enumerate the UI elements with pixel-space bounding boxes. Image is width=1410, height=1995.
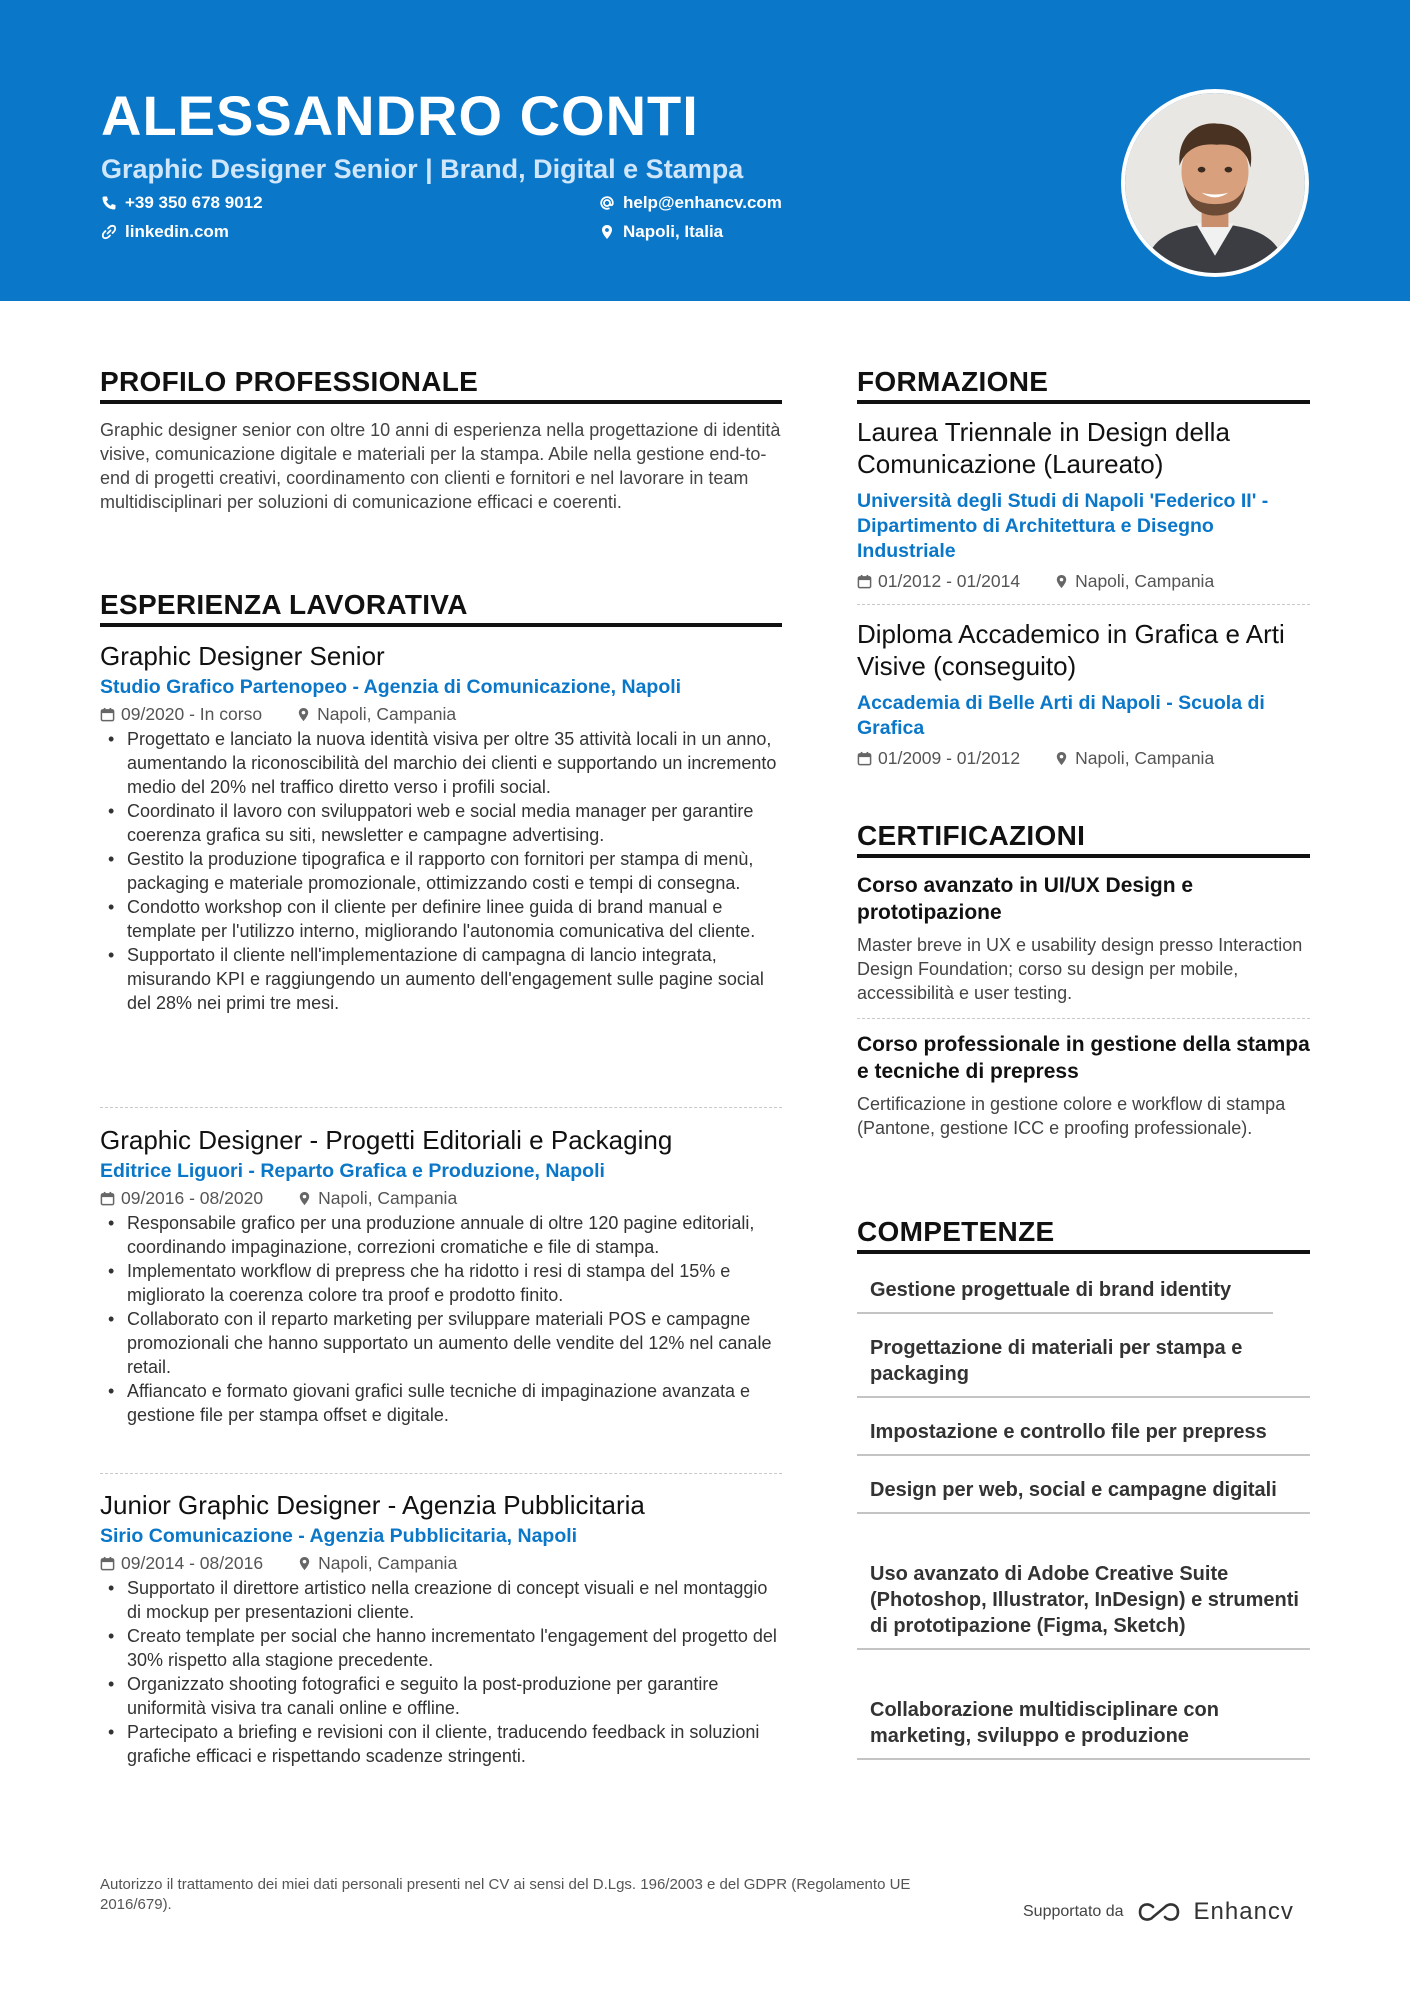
link-icon <box>101 224 117 240</box>
powered-by-label: Supportato da <box>1023 1903 1124 1920</box>
skills-title-rule <box>857 1250 1310 1254</box>
education-meta <box>857 570 1310 592</box>
skill-tag: Impostazione e controllo file per prepress <box>857 1419 1310 1456</box>
certifications-section-title: CERTIFICAZIONI <box>857 820 1086 851</box>
divider <box>100 1473 782 1474</box>
location-pin-icon <box>1054 574 1069 589</box>
job-company: Sirio Comunicazione - Agenzia Pubblicitaria, Napoli <box>100 1525 578 1547</box>
calendar-icon <box>857 574 872 589</box>
profile-photo-illustration <box>1125 93 1305 273</box>
linkedin-text: linkedin.com <box>125 222 229 241</box>
calendar-icon <box>100 1556 115 1571</box>
profile-section-title: PROFILO PROFESSIONALE <box>100 366 479 397</box>
location-pin-icon <box>296 707 311 722</box>
skill-tag: Progettazione di materiali per stampa e packaging <box>857 1335 1310 1398</box>
experience-item <box>100 1124 782 1427</box>
experience-item <box>100 1489 782 1768</box>
education-dates: 01/2012 - 01/2014 <box>878 571 1021 591</box>
privacy-consent-note: Autorizzo il trattamento dei miei dati personali presenti nel CV ai sensi del D.Lgs. 196/2003 e del GDPR (Regolamento UE 2016/679). <box>100 1876 911 1913</box>
job-bullet: • Gestito la produzione tipografica e il rapporto con fornitori per stampa di menù, packaging e materiale promozionale, ottimizzando costi e tempi di consegna. <box>100 847 782 895</box>
certification-description: Master breve in UX e usability design presso Interaction Design Foundation; corso su design per mobile, accessibilità e user testing. <box>857 935 1303 1003</box>
job-meta <box>100 703 782 725</box>
certifications-title-rule <box>857 854 1310 858</box>
resume-header <box>0 0 1410 301</box>
job-location: Napoli, Campania <box>317 704 457 724</box>
divider <box>100 1107 782 1108</box>
job-meta <box>100 1187 782 1209</box>
skill-tag: Collaborazione multidisciplinare con marketing, sviluppo e produzione <box>857 1697 1310 1760</box>
job-location: Napoli, Campania <box>318 1188 458 1208</box>
calendar-icon <box>100 1191 115 1206</box>
job-bullets <box>100 1211 782 1427</box>
enhancv-logo-icon <box>1136 1900 1182 1924</box>
school-name: Accademia di Belle Arti di Napoli - Scuola di Grafica <box>857 692 1265 739</box>
skill-tag: Uso avanzato di Adobe Creative Suite (Photoshop, Illustrator, InDesign) e strumenti di prototipazione (Figma, Sketch) <box>857 1561 1310 1650</box>
phone-icon <box>101 195 117 211</box>
at-icon <box>599 195 615 211</box>
job-meta <box>100 1552 782 1574</box>
job-bullet: • Partecipato a briefing e revisioni con il cliente, traducendo feedback in soluzioni grafiche efficaci e rispettando scadenze stringenti. <box>100 1720 782 1768</box>
certification-item <box>857 1031 1310 1140</box>
experience-section-title: ESPERIENZA LAVORATIVA <box>100 589 468 620</box>
job-bullet: • Coordinato il lavoro con sviluppatori web e social media manager per garantire coerenza grafica su siti, newsletter e campagne advertising. <box>100 799 782 847</box>
location-pin-icon <box>297 1191 312 1206</box>
job-bullet: • Responsabile grafico per una produzione annuale di oltre 120 pagine editoriali, coordinando impaginazione, correzioni cromatiche e file di stampa. <box>100 1211 782 1259</box>
education-title-rule <box>857 400 1310 404</box>
job-bullet: • Supportato il direttore artistico nella creazione di concept visuali e nel montaggio di mockup per presentazioni cliente. <box>100 1576 782 1624</box>
education-item <box>857 416 1310 592</box>
email-contact[interactable] <box>599 192 782 214</box>
education-dates: 01/2009 - 01/2012 <box>878 748 1021 768</box>
experience-title-rule <box>100 623 782 627</box>
job-title: Graphic Designer Senior <box>100 641 385 671</box>
education-location: Napoli, Campania <box>1075 571 1215 591</box>
location-pin-icon <box>297 1556 312 1571</box>
job-bullet: • Organizzato shooting fotografici e seguito la post-produzione per garantire uniformità visiva tra canali online e offline. <box>100 1672 782 1720</box>
job-bullets <box>100 727 782 1015</box>
job-location: Napoli, Campania <box>318 1553 458 1573</box>
degree-title: Diploma Accademico in Grafica e Arti Visive (conseguito) <box>857 619 1285 681</box>
phone-text: +39 350 678 9012 <box>125 193 263 212</box>
job-dates: 09/2016 - 08/2020 <box>121 1188 264 1208</box>
candidate-subtitle: Graphic Designer Senior | Brand, Digital e Stampa <box>101 154 744 184</box>
profile-title-rule <box>100 400 782 404</box>
calendar-icon <box>100 707 115 722</box>
location-pin-icon <box>599 224 615 240</box>
certification-title: Corso avanzato in UI/UX Design e prototipazione <box>857 874 1194 924</box>
job-dates: 09/2014 - 08/2016 <box>121 1553 264 1573</box>
profile-summary: Graphic designer senior con oltre 10 anni di esperienza nella progettazione di identità visive, comunicazione digitale e materiali per la stampa. Abile nella gestione end-to-end di progetti creativi, coordinamento con clienti e fornitori e nel lavorare in team multidisciplinari per soluzioni di comunicazione efficaci e coerenti. <box>100 420 781 512</box>
certification-title: Corso professionale in gestione della stampa e tecniche di prepress <box>857 1033 1310 1083</box>
job-company: Editrice Liguori - Reparto Grafica e Produzione, Napoli <box>100 1160 605 1182</box>
profile-photo <box>1121 89 1309 277</box>
job-bullet: • Affiancato e formato giovani grafici sulle tecniche di impaginazione avanzata e gestione file per stampa offset e digitale. <box>100 1379 782 1427</box>
job-bullet: • Progettato e lanciato la nuova identità visiva per oltre 35 attività locali in un anno, aumentando la riconoscibilità del marchio dei clienti e supportando un incremento medio del 20% nel traffico diretto verso i profili social. <box>100 727 782 799</box>
phone-contact[interactable] <box>101 192 263 214</box>
job-company: Studio Grafico Partenopeo - Agenzia di Comunicazione, Napoli <box>100 676 682 698</box>
divider <box>857 1018 1310 1019</box>
degree-title: Laurea Triennale in Design della Comunicazione (Laureato) <box>857 417 1230 479</box>
education-section-title: FORMAZIONE <box>857 366 1049 397</box>
calendar-icon <box>857 751 872 766</box>
job-bullet: • Collaborato con il reparto marketing per sviluppare materiali POS e campagne promozionali che hanno supportato un aumento delle vendite del 12% nel canale retail. <box>100 1307 782 1379</box>
education-meta <box>857 747 1310 769</box>
skill-tag: Design per web, social e campagne digitali <box>857 1477 1310 1514</box>
job-dates: 09/2020 - In corso <box>121 704 263 724</box>
job-bullets <box>100 1576 782 1768</box>
skill-tag: Gestione progettuale di brand identity <box>857 1277 1273 1314</box>
powered-by[interactable] <box>1023 1898 1294 1926</box>
skills-section-title: COMPETENZE <box>857 1216 1055 1247</box>
education-item <box>857 618 1310 769</box>
location-text: Napoli, Italia <box>623 222 724 241</box>
certification-item <box>857 872 1310 1005</box>
location-pin-icon <box>1054 751 1069 766</box>
linkedin-contact[interactable] <box>101 221 229 243</box>
candidate-name: ALESSANDRO CONTI <box>101 84 699 147</box>
job-bullet: • Supportato il cliente nell'implementazione di campagna di lancio integrata, misurando KPI e raggiungendo un aumento dell'engagement sulle pagine social del 28% nei primi tre mesi. <box>100 943 782 1015</box>
job-bullet: • Implementato workflow di prepress che ha ridotto i resi di stampa del 15% e migliorato la coerenza colore tra proof e prodotto finito. <box>100 1259 782 1307</box>
email-text: help@enhancv.com <box>623 193 782 212</box>
enhancv-brand: Enhancv <box>1193 1898 1294 1925</box>
job-bullet: • Creato template per social che hanno incrementato l'engagement del progetto del 30% rispetto alla stagione precedente. <box>100 1624 782 1672</box>
job-title: Graphic Designer - Progetti Editoriali e Packaging <box>100 1125 673 1155</box>
certification-description: Certificazione in gestione colore e workflow di stampa (Pantone, gestione ICC e proofing professionale). <box>857 1094 1286 1138</box>
experience-item <box>100 640 782 1015</box>
job-title: Junior Graphic Designer - Agenzia Pubblicitaria <box>100 1490 645 1520</box>
job-bullet: • Condotto workshop con il cliente per definire linee guida di brand manual e template per l'utilizzo interno, migliorando l'autonomia comunicativa del cliente. <box>100 895 782 943</box>
school-name: Università degli Studi di Napoli 'Federico II' - Dipartimento di Architettura e Disegno Industriale <box>857 490 1269 562</box>
education-location: Napoli, Campania <box>1075 748 1215 768</box>
divider <box>857 604 1310 605</box>
location-contact <box>599 221 723 243</box>
